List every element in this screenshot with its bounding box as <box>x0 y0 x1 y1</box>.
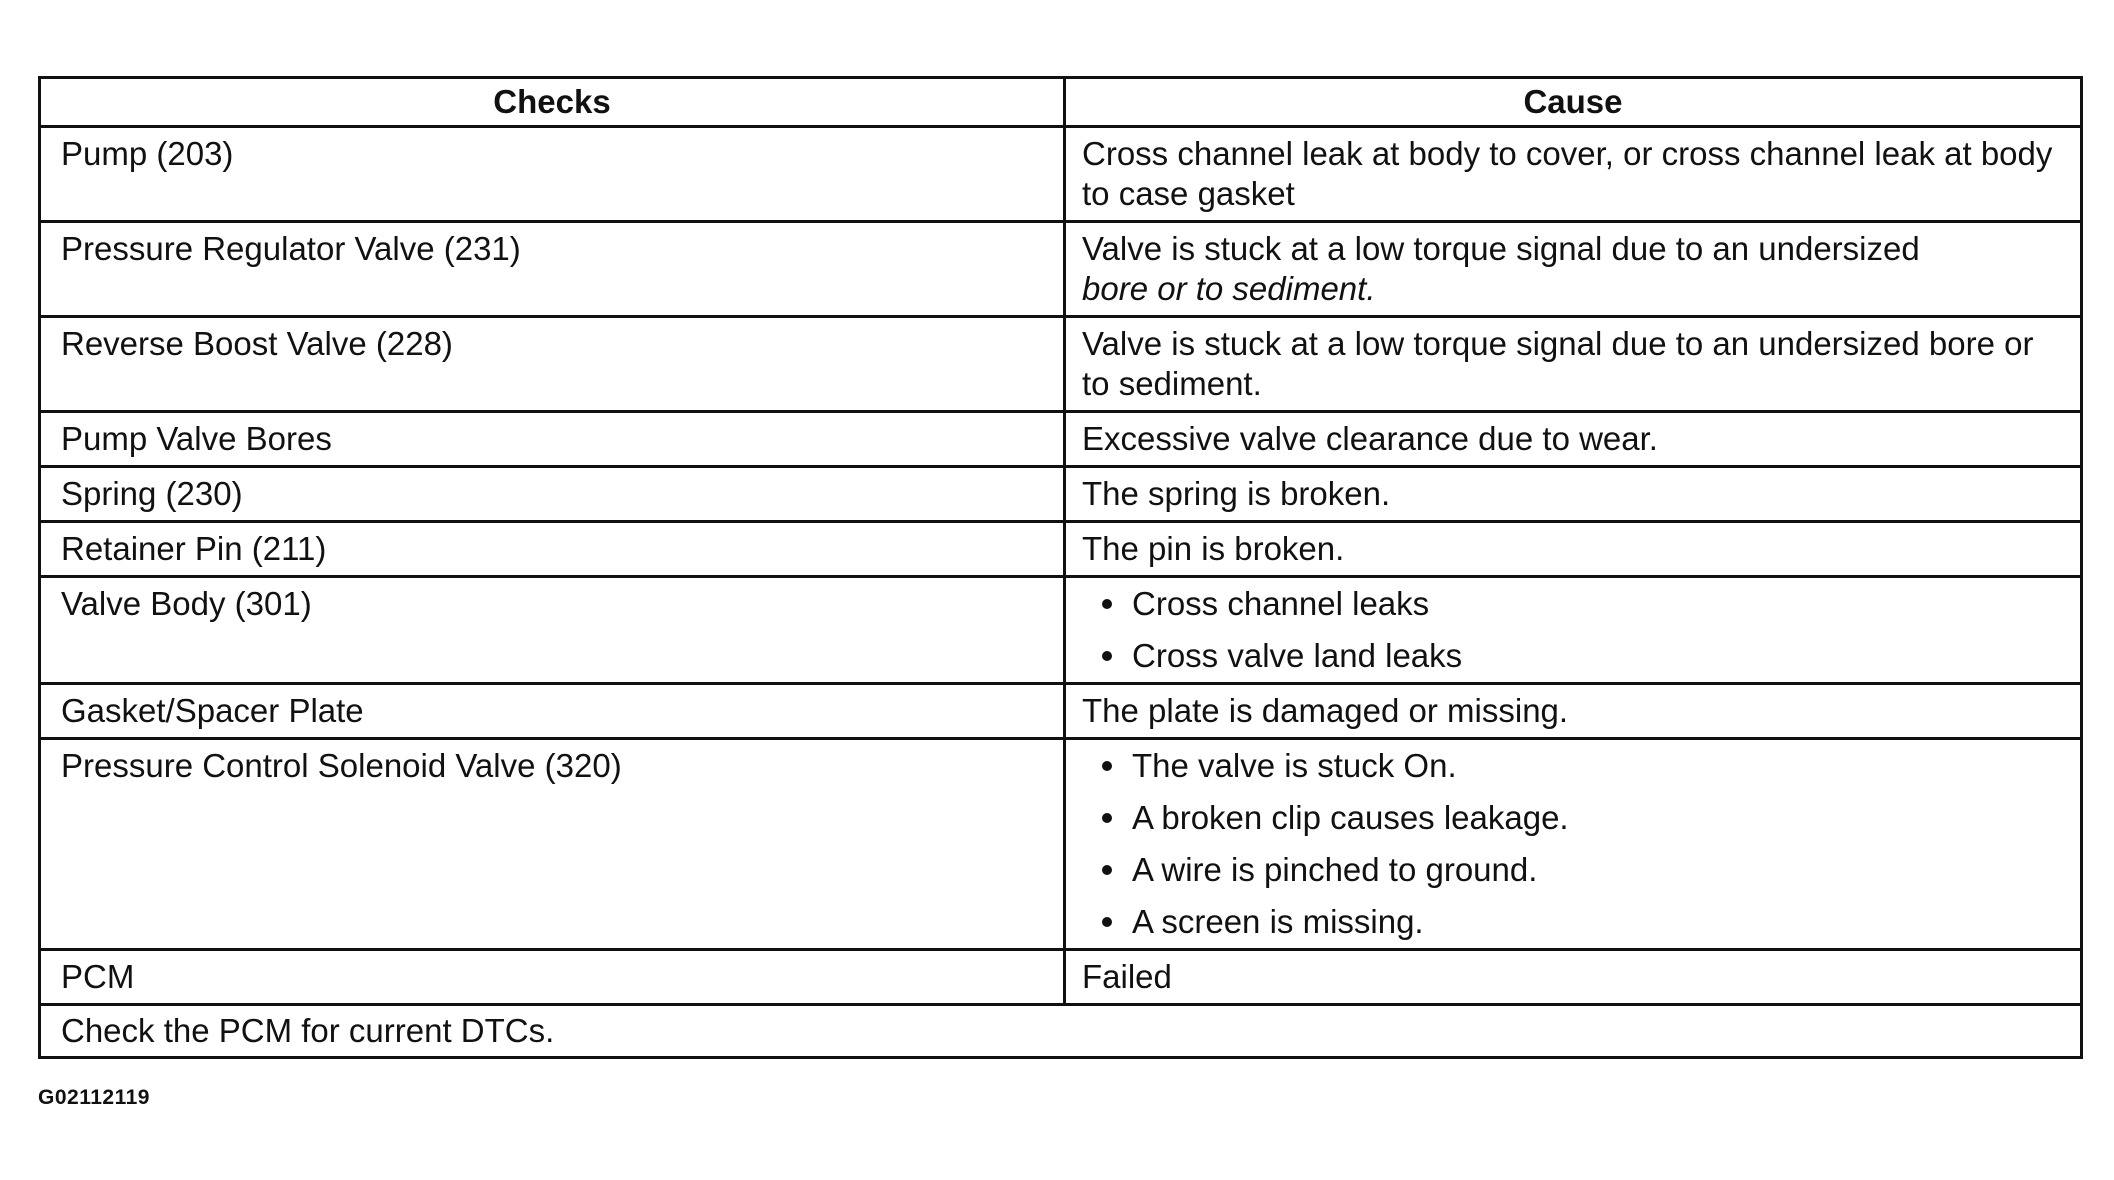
table-row <box>40 412 2082 467</box>
cause-bullet-item <box>1132 746 2070 786</box>
table-header-row <box>40 78 2082 127</box>
cause-cell: Failed <box>1065 950 2082 1005</box>
cause-bullet-item <box>1132 584 2070 624</box>
table-row <box>40 127 2082 222</box>
table-row <box>40 467 2082 522</box>
cause-bullet-list <box>1082 584 2070 676</box>
table-row <box>40 577 2082 684</box>
cause-bullet-item <box>1132 902 2070 942</box>
bullet-icon <box>1102 651 1112 661</box>
table-row <box>40 950 2082 1005</box>
check-cell: Pump Valve Bores <box>40 412 1065 467</box>
bullet-icon <box>1102 813 1112 823</box>
cause-cell: The plate is damaged or missing. <box>1065 684 2082 739</box>
check-cell: Retainer Pin (211) <box>40 522 1065 577</box>
check-cell: Gasket/Spacer Plate <box>40 684 1065 739</box>
table-row <box>40 317 2082 412</box>
cause-cell <box>1065 739 2082 950</box>
diagnosis-table <box>38 76 2083 1059</box>
cause-cell: The pin is broken. <box>1065 522 2082 577</box>
cause-cell: Valve is stuck at a low torque signal due to an undersized bore or to sediment. <box>1065 317 2082 412</box>
cause-text-italic: bore or to sediment. <box>1082 270 1376 307</box>
cause-cell <box>1065 577 2082 684</box>
cause-text: Valve is stuck at a low torque signal due to an undersized <box>1082 230 1920 267</box>
cause-bullet-item <box>1132 798 2070 838</box>
table-row <box>40 522 2082 577</box>
bullet-icon <box>1102 917 1112 927</box>
check-cell: Pressure Regulator Valve (231) <box>40 222 1065 317</box>
check-cell: Pump (203) <box>40 127 1065 222</box>
table-row <box>40 739 2082 950</box>
cause-cell <box>1065 222 2082 317</box>
cause-cell: The spring is broken. <box>1065 467 2082 522</box>
column-header-cause: Cause <box>1065 78 2082 127</box>
cause-bullet-text: A screen is missing. <box>1132 903 1424 940</box>
cause-bullet-text: Cross valve land leaks <box>1132 637 1463 674</box>
cause-bullet-item <box>1132 850 2070 890</box>
footer-note: Check the PCM for current DTCs. <box>40 1005 2082 1058</box>
cause-bullet-text: A broken clip causes leakage. <box>1132 799 1569 836</box>
cause-bullet-list <box>1082 746 2070 942</box>
table-row <box>40 684 2082 739</box>
check-cell: Pressure Control Solenoid Valve (320) <box>40 739 1065 950</box>
check-cell: Spring (230) <box>40 467 1065 522</box>
check-cell: Reverse Boost Valve (228) <box>40 317 1065 412</box>
table-row <box>40 222 2082 317</box>
cause-bullet-text: A wire is pinched to ground. <box>1132 851 1538 888</box>
cause-bullet-text: Cross channel leaks <box>1132 585 1430 622</box>
cause-bullet-text: The valve is stuck On. <box>1132 747 1457 784</box>
cause-cell: Cross channel leak at body to cover, or cross channel leak at body to case gasket <box>1065 127 2082 222</box>
diagnosis-table-container <box>38 76 2080 1059</box>
cause-cell: Excessive valve clearance due to wear. <box>1065 412 2082 467</box>
bullet-icon <box>1102 599 1112 609</box>
cause-bullet-item <box>1132 636 2070 676</box>
table-footer-row <box>40 1005 2082 1058</box>
column-header-checks: Checks <box>40 78 1065 127</box>
bullet-icon <box>1102 865 1112 875</box>
check-cell: Valve Body (301) <box>40 577 1065 684</box>
bullet-icon <box>1102 761 1112 771</box>
check-cell: PCM <box>40 950 1065 1005</box>
figure-id: G02112119 <box>38 1086 150 1109</box>
